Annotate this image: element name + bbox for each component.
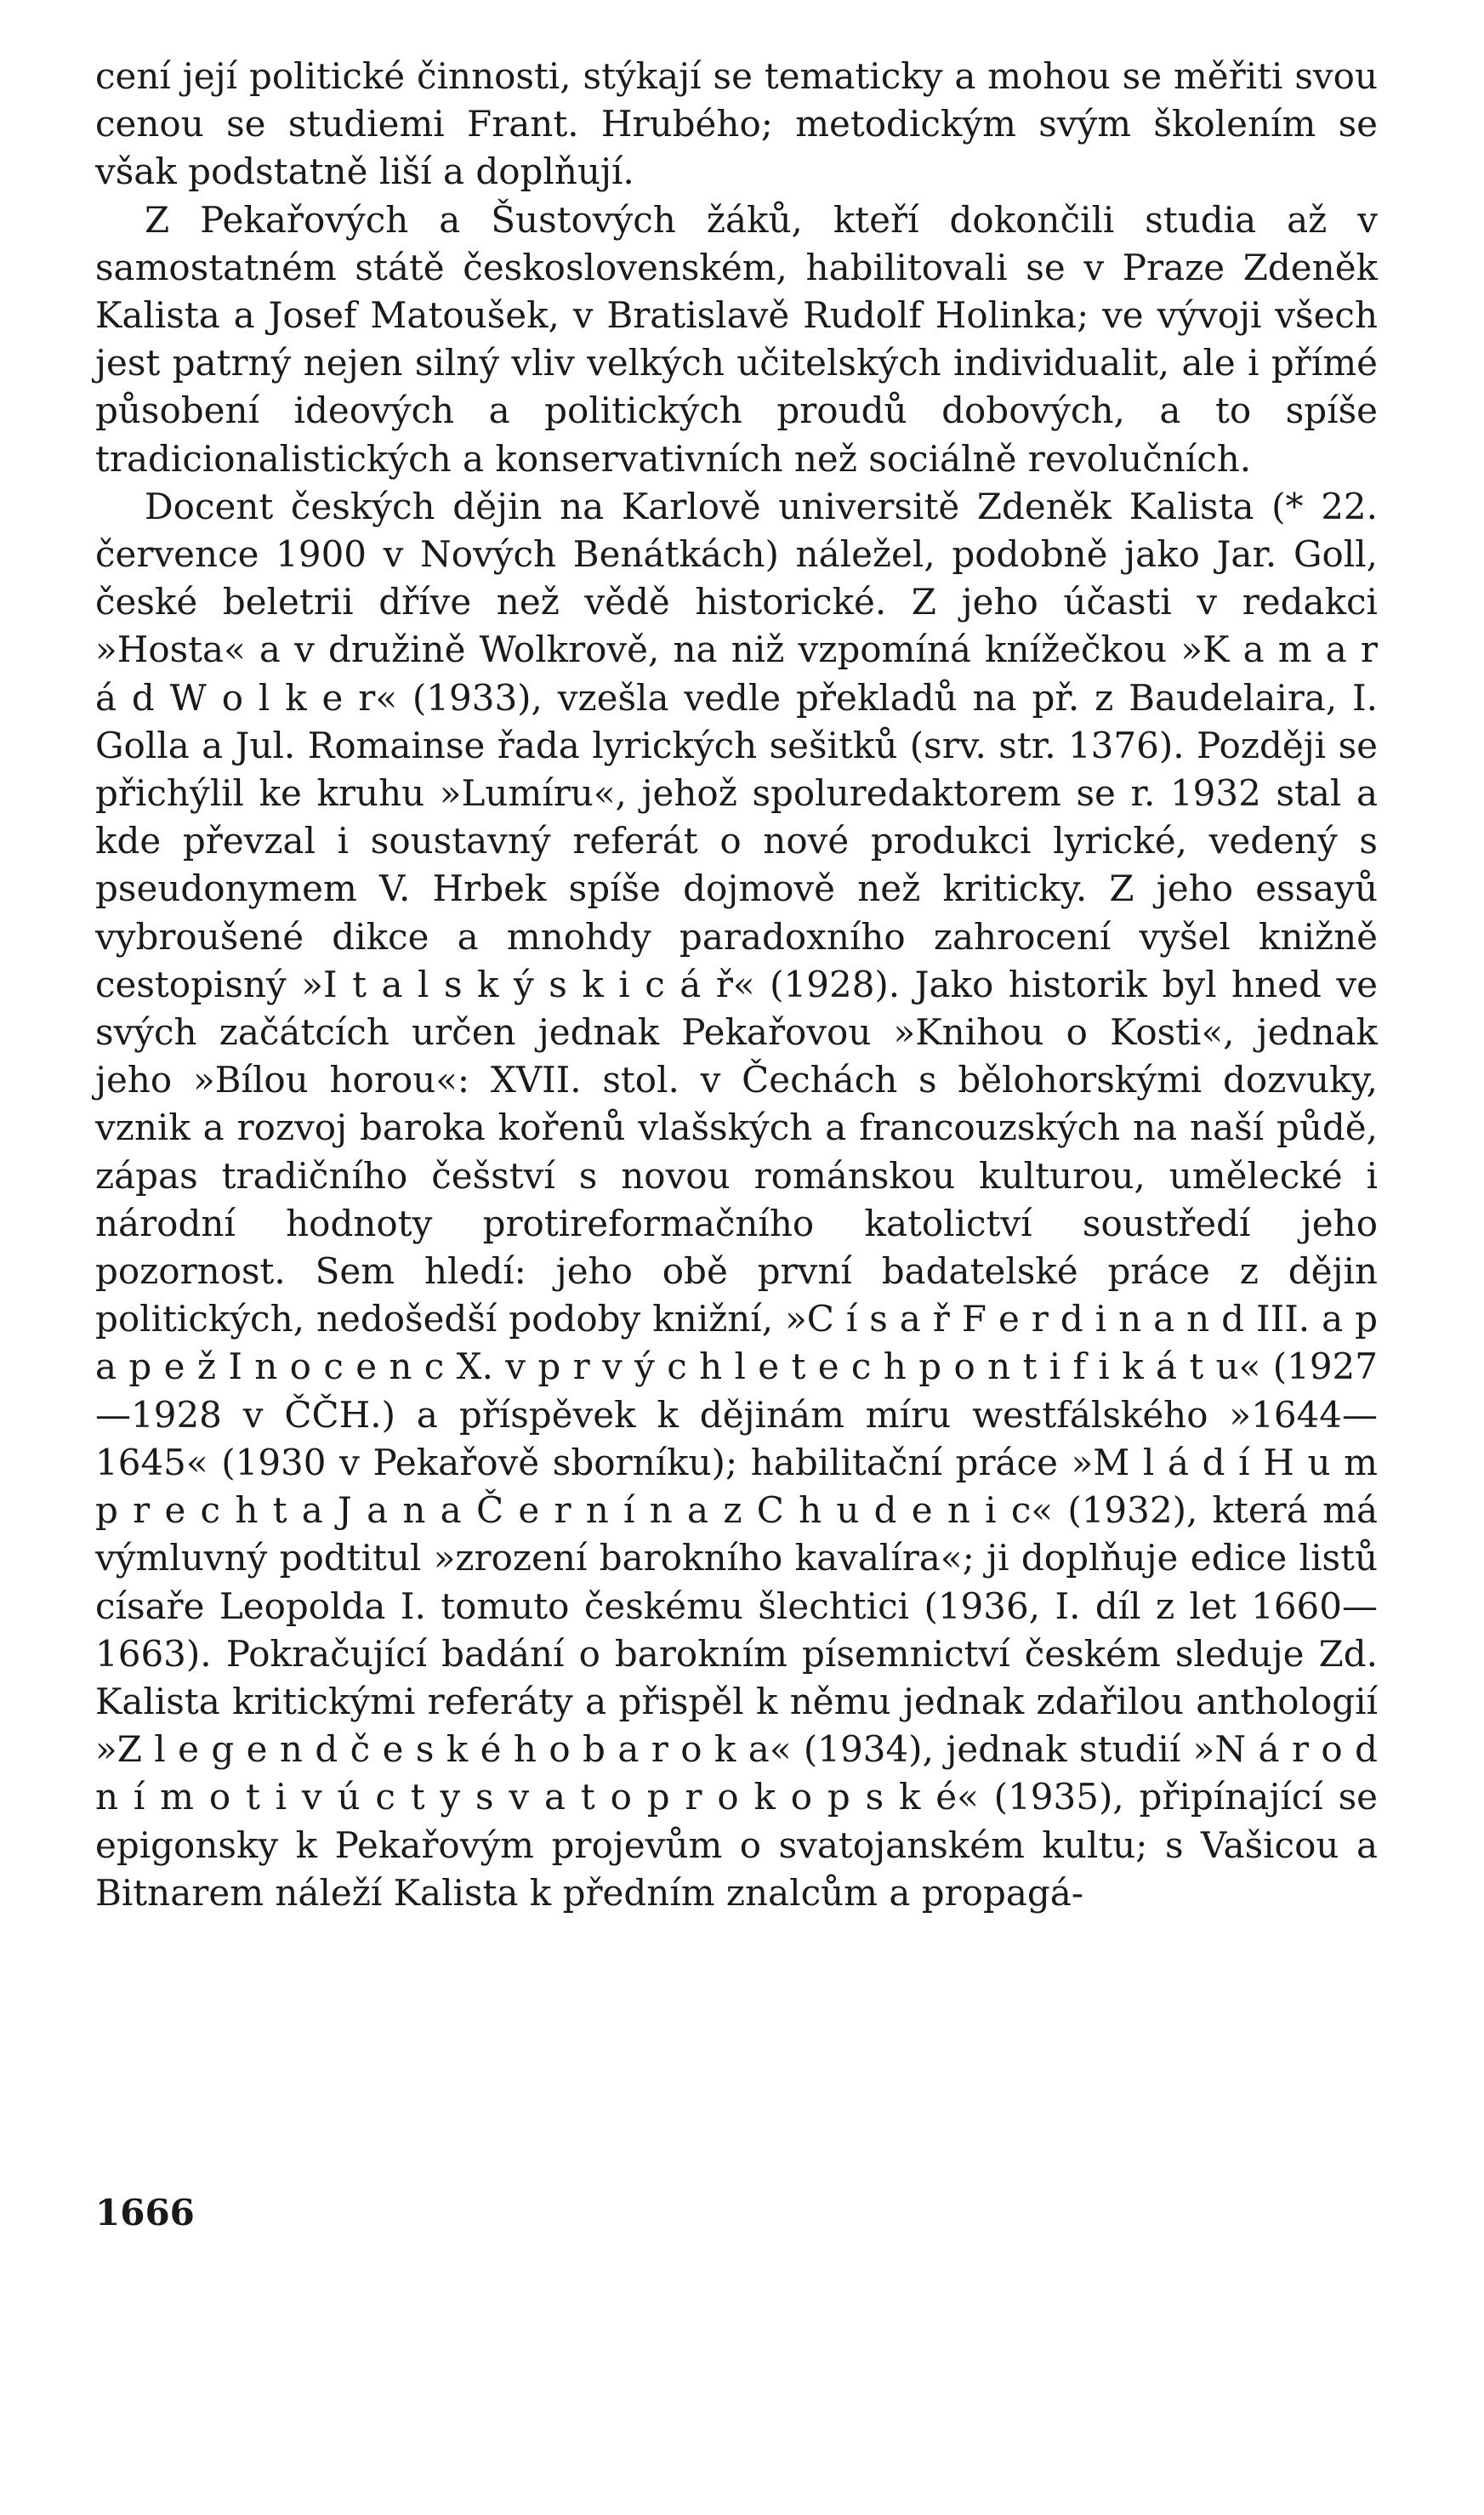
body-text — [95, 53, 1378, 1917]
paragraph-habilitations: Z Pekařových a Šustových žáků, kteří dokončili studia až v samostatném státě československém, habilitovali se v Praze Zdeněk Kalista a Josef Matoušek, v Bratislavě Rudolf Holinka; ve vývoji všech jest patrný nejen silný vliv velkých učitelských individualit, ale i přímé působení ideových a politických proudů dobových, a to spíše tradicionalistických a konservativních než sociálně revolučních. — [95, 198, 1378, 480]
page-number: 1666 — [95, 2192, 195, 2233]
paragraph-continuation: cení její politické činnosti, stýkají se tematicky a mohou se měřiti svou cenou se studiemi Frant. Hrubého; metodickým svým školením se však podstatně liší a doplňují. — [95, 55, 1378, 193]
paragraph-kalista: Docent českých dějin na Karlově universitě Zdeněk Kalista (* 22. července 1900 v Nových Benátkách) náležel, podobně jako Jar. Goll, české beletrii dříve než vědě historické. Z jeho účasti v redakci »Hosta« a v družině Wolkrově, na niž vzpomíná knížečkou »K a m a r á d W o l k e r« (1933), vzešla vedle překladů na př. z Baudelaira, I. Golla a Jul. Romainse řada lyrických sešitků (srv. str. 1376). Později se přichýlil ke kruhu »Lumíru«, jehož spoluredaktorem se r. 1932 stal a kde převzal i soustavný referát o nové produkci lyrické, vedený s pseudonymem V. Hrbek spíše dojmově než kriticky. Z jeho essayů vybroušené dikce a mnohdy paradoxního zahrocení vyšel knižně cestopisný »I t a l s k ý s k i c á ř« (1928). Jako historik byl hned ve svých začátcích určen jednak Pekařovou »Knihou o Kosti«, jednak jeho »Bílou horou«: XVII. stol. v Čechách s bělohorskými dozvuky, vznik a rozvoj baroka kořenů vlašských a francouzských na naší půdě, zápas tradičního češství s novou románskou kulturou, umělecké i národní hodnoty protireformačního katolictví soustředí jeho pozornost. Sem hledí: jeho obě první badatelské práce z dějin politických, nedošedší podoby knižní, »C í s a ř F e r d i n a n d III. a p a p e ž I n o c e n c X. v p r v ý c h l e t e c h p o n t i f i k á t u« (1927—1928 v ČČH.) a příspěvek k dějinám míru westfálského »1644—1645« (1930 v Pekařově sborníku); habilitační práce »M l á d í H u m p r e c h t a J a n a Č e r n í n a z C h u d e n i c« (1932), která má výmluvný podtitul »zrození barokního kavalíra«; ji doplňuje edice listů císaře Leopolda I. tomuto českému šlechtici (1936, I. díl z let 1660—1663). Pokračující badání o barokním písemnictví českém sleduje Zd. Kalista kritickými referáty a přispěl k němu jednak zdařilou anthologií »Z l e g e n d č e s k é h o b a r o k a« (1934), jednak studií »N á r o d n í m o t i v ú c t y s v a t o p r o k o p s k é« (1935), připínající se epigonsky k Pekařovým projevům o svatojanském kultu; s Vašicou a Bitnarem náleží Kalista k předním znalcům a propagá- — [95, 485, 1378, 1914]
